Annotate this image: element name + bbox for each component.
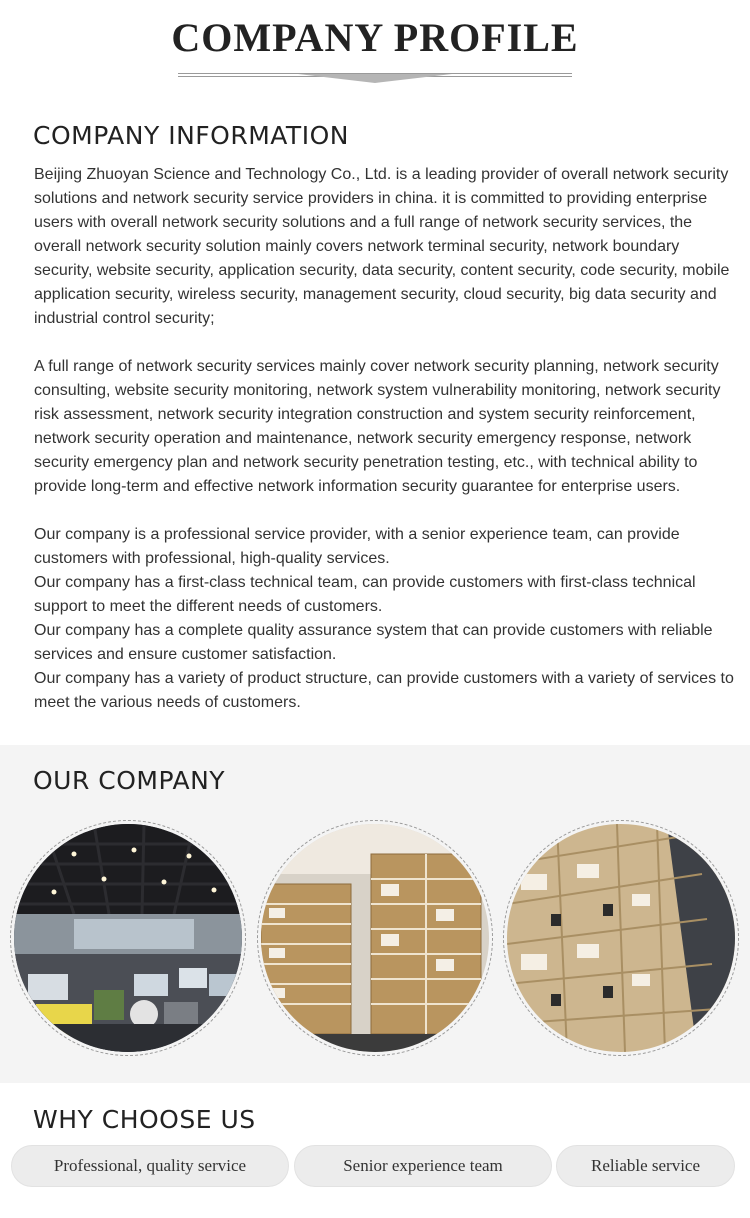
warehouse-pallets-photo	[257, 820, 493, 1056]
info-paragraph: Beijing Zhuoyan Science and Technology Co., Ltd. is a leading provider of overall network security solutions and network security service providers in china. it is committed to providing enterprise users with overall network security solutions and a full range of network security services, the overall network security solution mainly covers network terminal security, network boundary security, website security, application security, data security, content security, code security, mobile application security, wireless security, management security, cloud security, big data security and industrial control security;	[34, 166, 730, 327]
reason-pill: Senior experience team	[294, 1145, 552, 1187]
profile-header	[0, 0, 750, 100]
advantage-line: Our company is a professional service provider, with a senior experience team, can provide customers with professional, high-quality services.	[34, 526, 680, 567]
company-information-text	[34, 163, 740, 715]
our-company-heading: OUR COMPANY	[33, 766, 226, 795]
title-divider	[178, 70, 572, 84]
advantage-line: Our company has a complete quality assurance system that can provide customers with reliable services and ensure customer satisfaction.	[34, 622, 713, 663]
our-company-section	[0, 745, 750, 1083]
office-photo	[10, 820, 246, 1056]
why-choose-us-heading: WHY CHOOSE US	[33, 1105, 256, 1134]
info-paragraph: A full range of network security services mainly cover network security planning, network security consulting, website security monitoring, network system vulnerability monitoring, network security risk assessment, network security integration construction and system security reinforcement, network security operation and maintenance, network security emergency response, network security emergency plan and network security penetration testing, etc., with technical ability to provide long-term and effective network information security guarantee for enterprise users.	[34, 358, 721, 495]
reason-pill: Reliable service	[556, 1145, 735, 1187]
company-information-heading: COMPANY INFORMATION	[33, 121, 349, 150]
page-title: COMPANY PROFILE	[171, 15, 579, 60]
warehouse-boxes-photo	[503, 820, 739, 1056]
advantage-line: Our company has a first-class technical team, can provide customers with first-class technical support to meet the different needs of customers.	[34, 574, 696, 615]
advantage-line: Our company has a variety of product structure, can provide customers with a variety of services to meet the various needs of customers.	[34, 670, 734, 711]
why-choose-us-list	[0, 1145, 750, 1187]
reason-pill: Professional, quality service	[11, 1145, 289, 1187]
